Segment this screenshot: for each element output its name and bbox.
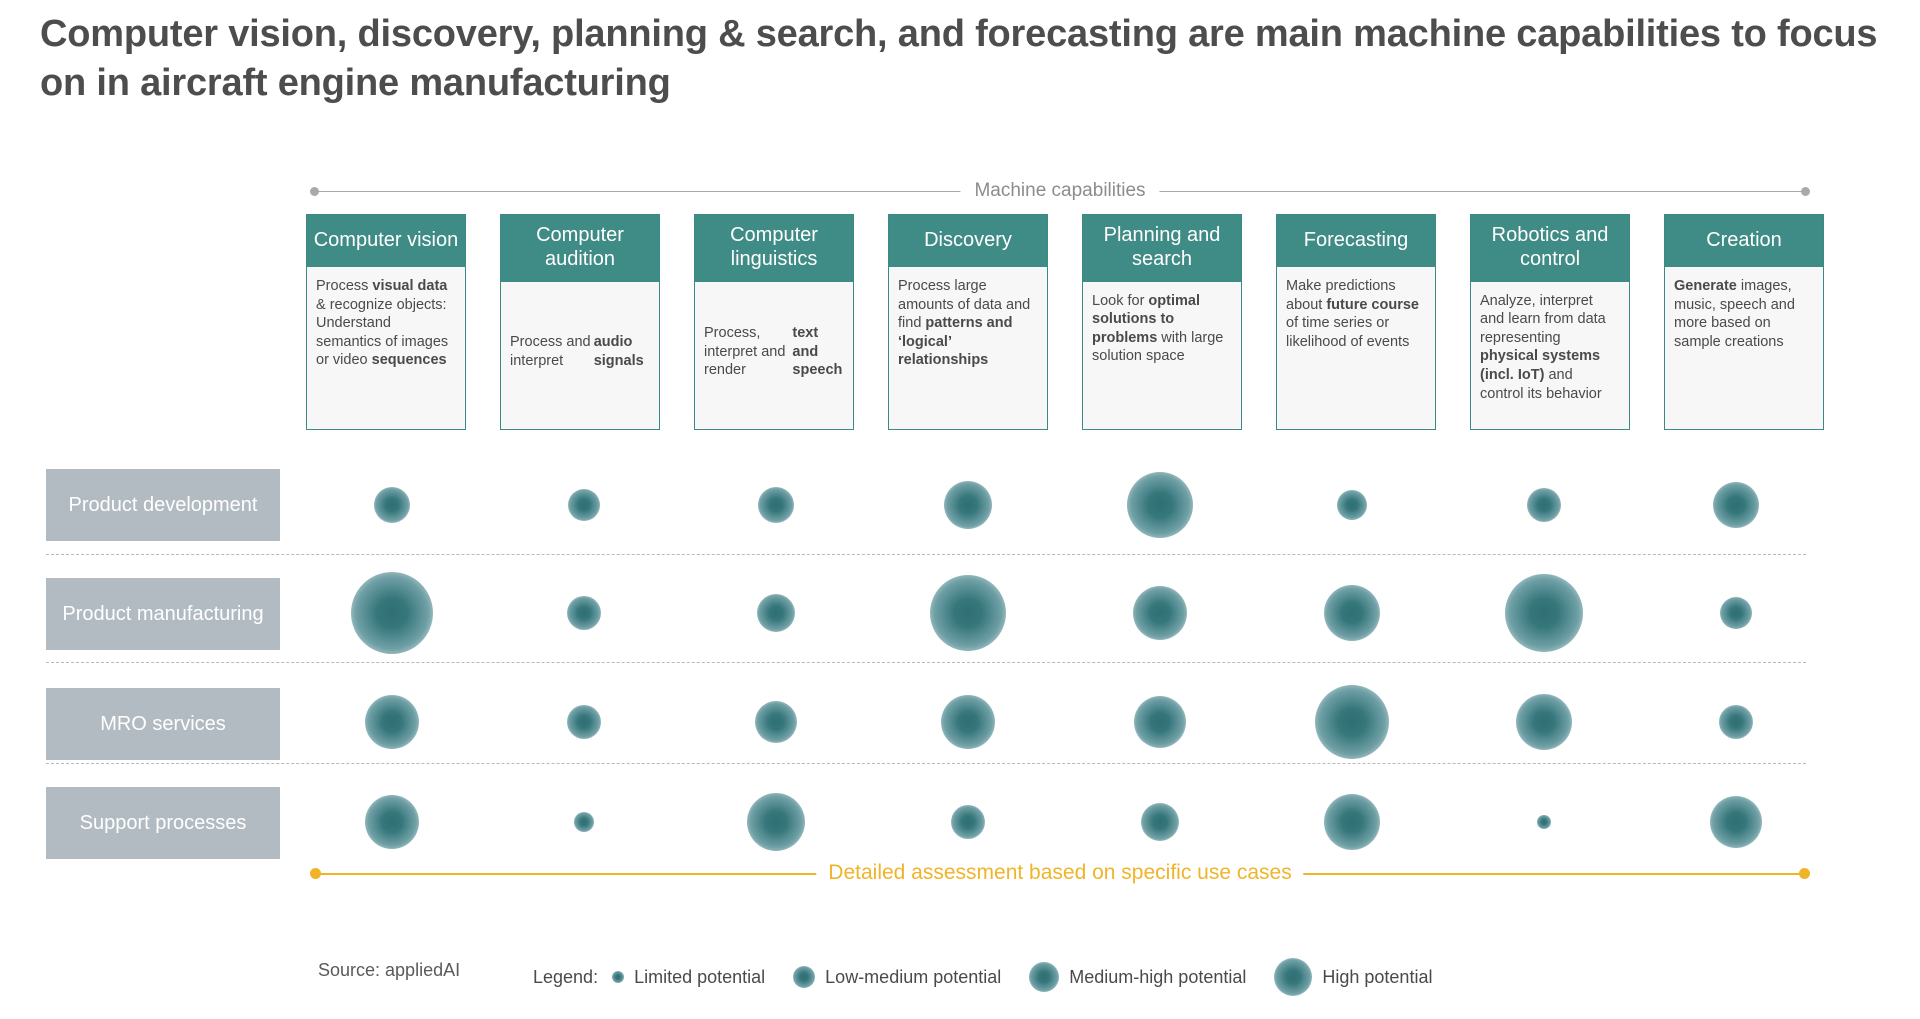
bubble-cell[interactable] [1337, 490, 1367, 520]
bracket-endpoint-right-icon [1801, 187, 1810, 196]
row-label-product-development[interactable]: Product development [46, 469, 280, 541]
capability-title: Creation [1665, 215, 1823, 267]
bubble-cell[interactable] [747, 793, 805, 851]
capability-description: Process, interpret and render text and speech [704, 324, 843, 379]
capability-title: Computer audition [501, 215, 659, 282]
capability-card-computer-vision[interactable] [306, 214, 466, 430]
capability-card-forecasting[interactable] [1276, 214, 1436, 430]
capability-description: Make predictions about future course of time series or likelihood of events [1286, 278, 1419, 350]
row-separator [46, 662, 1806, 663]
row-label-product-manufacturing[interactable]: Product manufacturing [46, 578, 280, 650]
capability-description: Generate images, music, speech and more based on sample creations [1674, 278, 1795, 350]
legend-item-high [1274, 958, 1432, 996]
capability-card-robotics-and-control[interactable] [1470, 214, 1630, 430]
bubble-cell[interactable] [1527, 488, 1561, 522]
bubble-cell[interactable] [568, 489, 600, 521]
bubble-cell[interactable] [951, 805, 985, 839]
bubble-cell[interactable] [1127, 472, 1193, 538]
bubble-cell[interactable] [944, 481, 992, 529]
bubble-cell[interactable] [1324, 585, 1380, 641]
bubble-cell[interactable] [941, 695, 995, 749]
bracket-endpoint-left-icon [310, 187, 319, 196]
capability-title: Computer vision [307, 215, 465, 267]
capability-description: Process and interpret audio signals [510, 334, 644, 369]
bubble-cell[interactable] [1713, 482, 1759, 528]
bubble-cell[interactable] [365, 695, 419, 749]
legend-label: High potential [1322, 966, 1433, 987]
bubble-cell[interactable] [1315, 685, 1389, 759]
bubble-cell[interactable] [1134, 696, 1186, 748]
assessment-endpoint-right-icon [1799, 868, 1810, 879]
legend-item-medium-high [1029, 962, 1246, 992]
capability-title: Forecasting [1277, 215, 1435, 267]
bubble-cell[interactable] [567, 705, 601, 739]
legend-label: Low-medium potential [825, 966, 1002, 987]
detailed-assessment-bracket [310, 862, 1810, 884]
capability-description: Process large amounts of data and find patterns and ‘logical’ relationships [898, 278, 1031, 369]
capability-title: Planning and search [1083, 215, 1241, 282]
capability-description: Process visual data & recognize objects: Understand semantics of images or video sequences [316, 278, 449, 369]
machine-capabilities-label: Machine capabilities [960, 180, 1159, 202]
bubble-cell[interactable] [1324, 794, 1380, 850]
legend [533, 958, 1460, 996]
row-separator [46, 554, 1806, 555]
capability-card-computer-linguistics[interactable] [694, 214, 854, 430]
detailed-assessment-label: Detailed assessment based on specific use cases [816, 861, 1303, 885]
bubble-cell[interactable] [1516, 694, 1572, 750]
bubble-cell[interactable] [1133, 586, 1187, 640]
row-separator [46, 763, 1806, 764]
bubble-cell[interactable] [1720, 597, 1752, 629]
capability-cards [306, 214, 1810, 434]
legend-bubble-icon [1274, 958, 1312, 996]
bubble-cell[interactable] [1710, 796, 1762, 848]
legend-label: Limited potential [634, 966, 766, 987]
machine-capabilities-bracket [310, 180, 1810, 202]
legend-item-limited [612, 967, 765, 988]
legend-bubble-icon [793, 966, 815, 988]
legend-label: Medium-high potential [1069, 966, 1247, 987]
bubble-cell[interactable] [1537, 815, 1551, 829]
capability-title: Discovery [889, 215, 1047, 267]
source-note: Source: appliedAI [318, 960, 461, 980]
legend-bubble-icon [1029, 962, 1059, 992]
capability-card-planning-and-search[interactable] [1082, 214, 1242, 430]
row-label-mro-services[interactable]: MRO services [46, 688, 280, 760]
bubble-cell[interactable] [374, 487, 410, 523]
bubble-cell[interactable] [1141, 803, 1179, 841]
page-title: Computer vision, discovery, planning & search, and forecasting are main machine capabilities to focus on in aircraft engine manufacturing [40, 13, 1878, 104]
capability-description: Analyze, interpret and learn from data representing physical systems (incl. IoT) and control its behavior [1480, 292, 1606, 402]
bubble-cell[interactable] [365, 795, 419, 849]
bubble-cell[interactable] [567, 596, 601, 630]
capability-title: Computer linguistics [695, 215, 853, 282]
bubble-cell[interactable] [758, 487, 794, 523]
legend-item-low-medium [793, 966, 1001, 988]
bubble-cell[interactable] [1505, 574, 1583, 652]
bubble-cell[interactable] [574, 812, 594, 832]
assessment-endpoint-left-icon [310, 868, 321, 879]
row-label-support-processes[interactable]: Support processes [46, 787, 280, 859]
bubble-cell[interactable] [1719, 705, 1753, 739]
capability-title: Robotics and control [1471, 215, 1629, 282]
legend-bubble-icon [612, 971, 624, 983]
bubble-cell[interactable] [755, 701, 797, 743]
capability-card-computer-audition[interactable] [500, 214, 660, 430]
legend-title: Legend: [533, 966, 599, 987]
bubble-cell[interactable] [757, 594, 795, 632]
capability-card-creation[interactable] [1664, 214, 1824, 430]
bubble-cell[interactable] [930, 575, 1006, 651]
bubble-cell[interactable] [351, 572, 433, 654]
capability-card-discovery[interactable] [888, 214, 1048, 430]
capability-description: Look for optimal solutions to problems with large solution space [1092, 292, 1224, 365]
